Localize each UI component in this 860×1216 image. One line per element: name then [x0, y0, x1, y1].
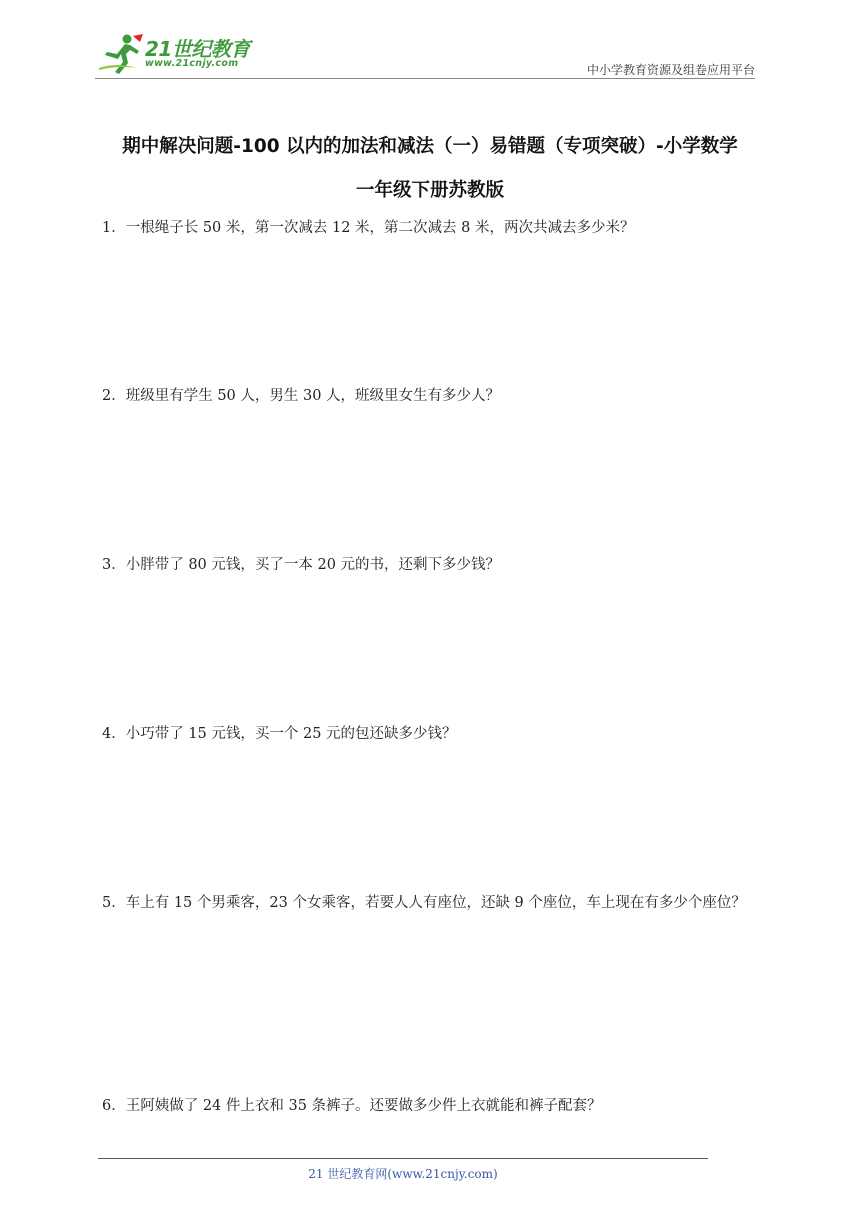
- question-2: 2．班级里有学生 50 人，男生 30 人，班级里女生有多少人？: [102, 388, 501, 404]
- header-divider: [95, 78, 755, 79]
- header-tagline: 中小学教育资源及组卷应用平台: [586, 63, 755, 77]
- footer-text[interactable]: 21 世纪教育网(www.21cnjy.com): [308, 1167, 498, 1181]
- question-6: 6．王阿姨做了 24 件上衣和 35 条裤子。还要做多少件上衣就能和裤子配套？: [102, 1098, 602, 1114]
- footer-divider: [98, 1158, 708, 1159]
- question-1: 1．一根绳子长 50 米，第一次减去 12 米，第二次减去 8 米，两次共减去多少米？: [102, 220, 635, 236]
- runner-logo-icon: [97, 32, 147, 76]
- logo-url: www.21cnjy.com: [145, 58, 239, 69]
- question-4: 4．小巧带了 15 元钱，买一个 25 元的包还缺多少钱？: [102, 726, 457, 742]
- logo: [95, 30, 265, 78]
- question-3: 3．小胖带了 80 元钱，买了一本 20 元的书，还剩下多少钱？: [102, 557, 501, 573]
- page-header: [95, 30, 755, 80]
- page-title-line-1: 期中解决问题-100 以内的加法和减法（一）易错题（专项突破）-小学数学: [122, 136, 738, 157]
- page-title-line-2: 一年级下册苏教版: [355, 180, 504, 201]
- logo-text: 21世纪教育: [145, 37, 250, 61]
- question-5: 5．车上有 15 个男乘客，23 个女乘客，若要人人有座位，还缺 9 个座位，车上现在有多少个座位？: [102, 895, 746, 911]
